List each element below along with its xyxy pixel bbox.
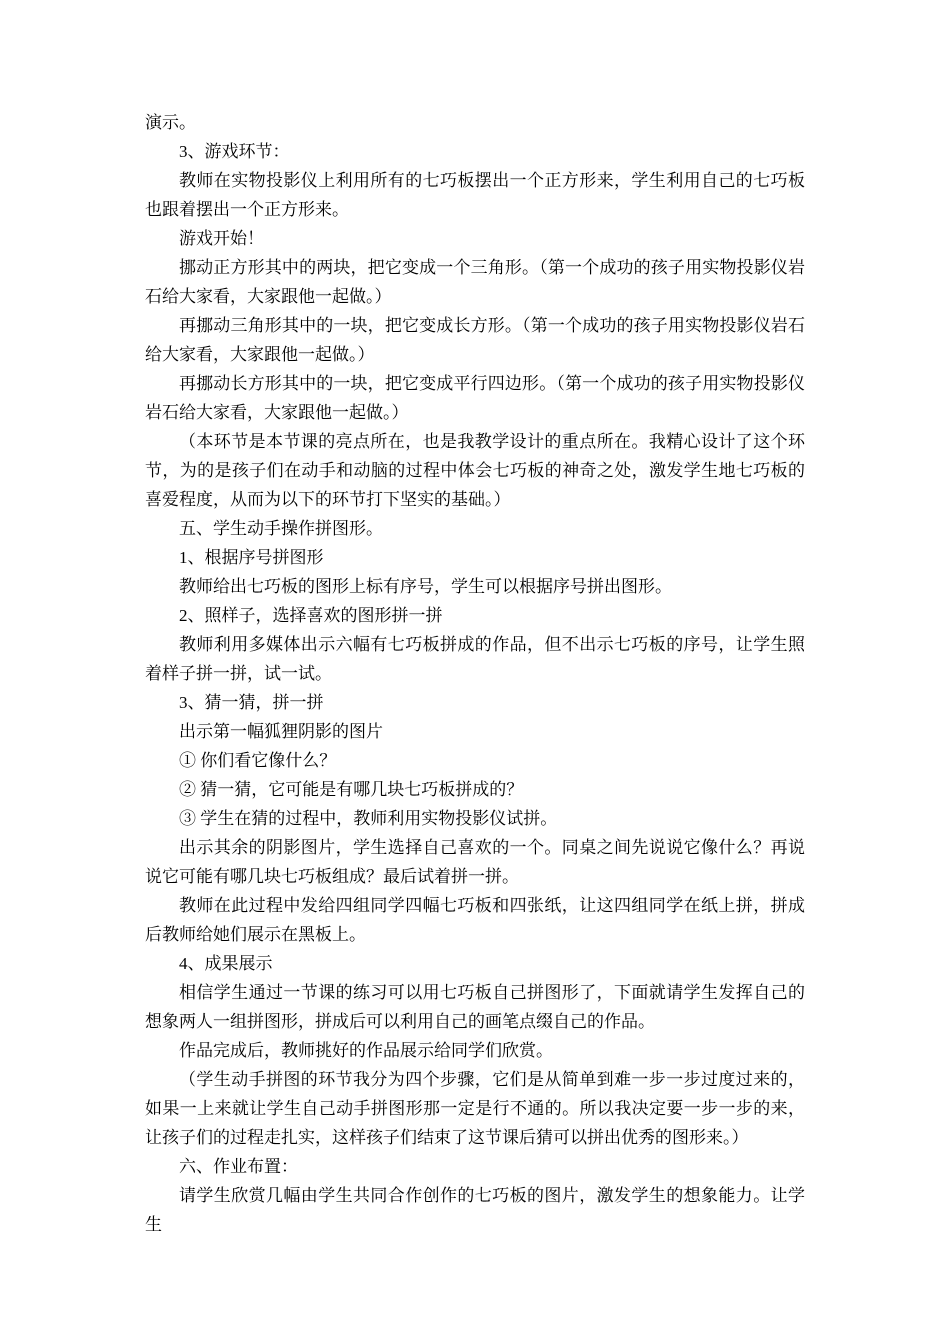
paragraph: 作品完成后，教师挑好的作品展示给同学们欣赏。 — [179, 1041, 553, 1060]
paragraph: 相信学生通过一节课的练习可以用七巧板自己拼图形了，下面就请学生发挥自己的想象两人一组拼图形，拼成后可以利用自己的画笔点缀自己的作品。 — [145, 983, 805, 1031]
document-body — [145, 108, 805, 1239]
paragraph: 教师在此过程中发给四组同学四幅七巧板和四张纸，让这四组同学在纸上拼，拼成后教师给她们展示在黑板上。 — [145, 896, 805, 944]
paragraph: ③ 学生在猜的过程中，教师利用实物投影仪试拼。 — [179, 809, 558, 828]
paragraph: ② 猜一猜，它可能是有哪几块七巧板拼成的？ — [179, 780, 524, 799]
paragraph: 挪动正方形其中的两块，把它变成一个三角形。（第一个成功的孩子用实物投影仪岩石给大家看，大家跟他一起做。） — [145, 258, 805, 306]
paragraph: 出示第一幅狐狸阴影的图片 — [179, 722, 383, 741]
paragraph: 再挪动三角形其中的一块，把它变成长方形。（第一个成功的孩子用实物投影仪岩石给大家看，大家跟他一起做。） — [145, 316, 805, 364]
paragraph: 再挪动长方形其中的一块，把它变成平行四边形。（第一个成功的孩子用实物投影仪岩石给大家看，大家跟他一起做。） — [145, 374, 805, 422]
paragraph: 教师在实物投影仪上利用所有的七巧板摆出一个正方形来，学生利用自己的七巧板也跟着摆出一个正方形来。 — [145, 171, 805, 219]
paragraph: 1、根据序号拼图形 — [179, 548, 324, 567]
paragraph: 教师给出七巧板的图形上标有序号，学生可以根据序号拼出图形。 — [179, 577, 672, 596]
paragraph: ① 你们看它像什么？ — [179, 751, 337, 770]
paragraph: （本环节是本节课的亮点所在，也是我教学设计的重点所在。我精心设计了这个环节，为的是孩子们在动手和动脑的过程中体会七巧板的神奇之处，激发学生地七巧板的喜爱程度，从而为以下的环节打下坚实的基础。） — [145, 432, 805, 509]
paragraph: 3、游戏环节： — [179, 142, 290, 161]
paragraph: 2、照样子，选择喜欢的图形拼一拼 — [179, 606, 443, 625]
paragraph: 请学生欣赏几幅由学生共同合作创作的七巧板的图片，激发学生的想象能力。让学生 — [145, 1186, 805, 1234]
paragraph: 游戏开始！ — [179, 229, 264, 248]
paragraph: 4、成果展示 — [179, 954, 273, 973]
paragraph: 五、学生动手操作拼图形。 — [179, 519, 383, 538]
paragraph: 3、猜一猜，拼一拼 — [179, 693, 324, 712]
paragraph: 出示其余的阴影图片，学生选择自己喜欢的一个。同桌之间先说说它像什么？再说说它可能有哪几块七巧板组成？最后试着拼一拼。 — [145, 838, 805, 886]
paragraph: 六、作业布置： — [179, 1157, 298, 1176]
paragraph: （学生动手拼图的环节我分为四个步骤，它们是从简单到难一步一步过度过来的，如果一上来就让学生自己动手拼图形那一定是行不通的。所以我决定要一步一步的来，让孩子们的过程走扎实，这样孩子们结束了这节课后猜可以拼出优秀的图形来。） — [145, 1070, 805, 1147]
paragraph: 演示。 — [145, 113, 196, 132]
paragraph: 教师利用多媒体出示六幅有七巧板拼成的作品，但不出示七巧板的序号，让学生照着样子拼一拼，试一试。 — [145, 635, 805, 683]
